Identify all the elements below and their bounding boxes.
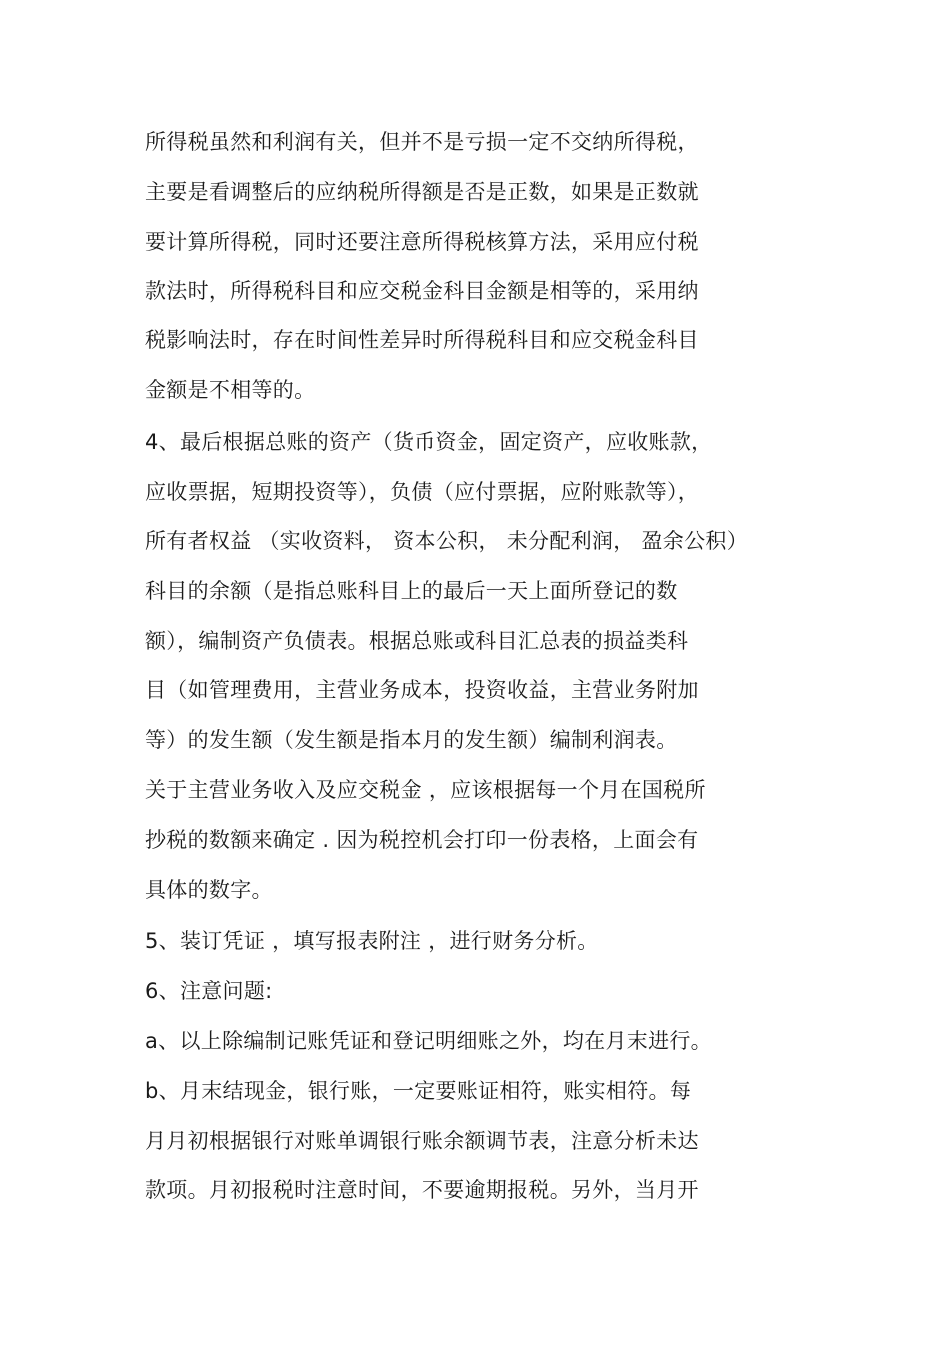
text-line: 额），编制资产负债表。根据总账或科目汇总表的损益类科 <box>145 629 689 653</box>
text-line: 应收票据，短期投资等），负债（应付票据，应附账款等）， <box>145 480 700 504</box>
text-line: 所有者权益 （实收资料， 资本公积， 未分配利润， 盈余公积） <box>145 529 748 553</box>
text-line: 所得税虽然和利润有关，但并不是亏损一定不交纳所得税， <box>145 130 699 154</box>
text-line: 6、注意问题: <box>145 979 273 1003</box>
text-line: 4、最后根据总账的资产（货币资金，固定资产，应收账款， <box>145 430 713 454</box>
text-line: 月月初根据银行对账单调银行账余额调节表，注意分析未达 <box>145 1129 699 1153</box>
text-line: 关于主营业务收入及应交税金 ，应该根据每一个月在国税所 <box>145 778 706 802</box>
text-line: 主要是看调整后的应纳税所得额是否是正数，如果是正数就 <box>145 180 699 204</box>
text-line: b、月末结现金，银行账，一定要账证相符，账实相符。每 <box>145 1079 692 1103</box>
text-line: 等）的发生额（发生额是指本月的发生额）编制利润表。 <box>145 728 678 752</box>
text-line: 具体的数字。 <box>145 878 273 902</box>
text-line: 5、装订凭证 ，填写报表附注 ，进行财务分析。 <box>145 929 599 953</box>
text-line: 要计算所得税，同时还要注意所得税核算方法，采用应付税 <box>145 230 699 254</box>
text-line: 款法时，所得税科目和应交税金科目金额是相等的，采用纳 <box>145 279 699 303</box>
text-line: 抄税的数额来确定 . 因为税控机会打印一份表格，上面会有 <box>145 828 699 852</box>
text-line: 款项。月初报税时注意时间，不要逾期报税。另外，当月开 <box>145 1178 699 1202</box>
text-line: 目（如管理费用，主营业务成本，投资收益，主营业务附加 <box>145 678 699 702</box>
text-line: 金额是不相等的。 <box>145 378 316 402</box>
text-line: 税影响法时，存在时间性差异时所得税科目和应交税金科目 <box>145 328 699 352</box>
text-line: 科目的余额（是指总账科目上的最后一天上面所登记的数 <box>145 579 678 603</box>
text-line: a、以上除编制记账凭证和登记明细账之外，均在月末进行。 <box>145 1029 712 1053</box>
